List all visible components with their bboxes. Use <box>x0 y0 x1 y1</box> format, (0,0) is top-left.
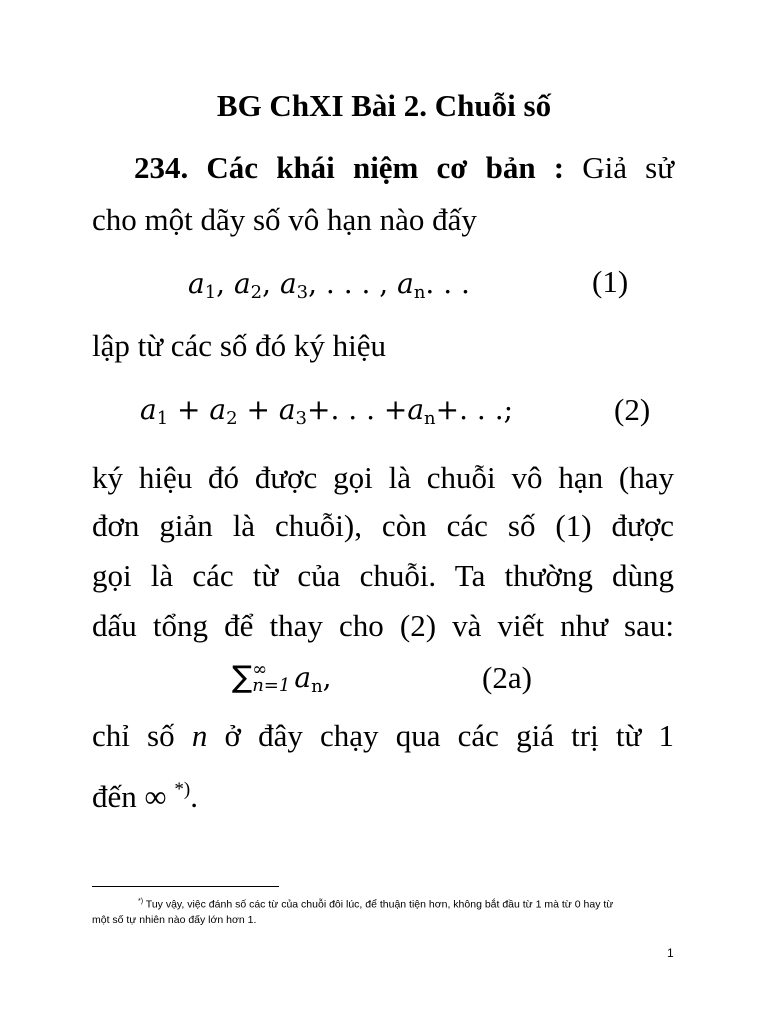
intro-line: cho một dãy số vô hạn nào đấy <box>92 202 477 237</box>
page-number: 1 <box>667 946 674 960</box>
section-heading-rest: Giả sử <box>582 150 675 185</box>
closing-line-2: đến ∞ *). <box>92 779 198 814</box>
closing-line-1: chỉ số n ở đây chạy qua các giá trị từ 1 <box>92 718 675 753</box>
equation-2a: ∑ ∞ n=1 $a_n$, <box>232 658 332 697</box>
paragraph-line-3: gọi là các từ của chuỗi. Ta thường dùng <box>92 558 674 593</box>
footnote-line-2: một số tự nhiên nào đấy lớn hơn 1. <box>92 914 257 926</box>
section-heading-line <box>92 148 674 188</box>
page-title: BG ChXI Bài 2. Chuỗi số <box>216 88 552 123</box>
footnote-rule <box>92 886 279 887</box>
equation-2: $a_1 + a_2 + a_3+$. . . $+a_n+$. . .; <box>140 393 514 429</box>
section-heading: 234. Các khái niệm cơ bản : <box>134 150 565 185</box>
equation-1-number: (1) <box>592 264 629 299</box>
equation-2a-number: (2a) <box>482 660 532 695</box>
paragraph-line-4: dấu tổng để thay cho (2) và viết như sau: <box>92 608 674 643</box>
equation-2-number: (2) <box>614 392 651 427</box>
sigma-symbol: ∑ <box>232 660 253 695</box>
line-after-eq1: lập từ các số đó ký hiệu <box>92 328 387 363</box>
equation-1: $a_1$, $a_2$, $a_3$, . . . , $a_n$. . . <box>188 267 470 303</box>
footnote-line-1: *) Tuy vậy, việc đánh số các từ của chuỗi đôi lúc, để thuận tiện hơn, không bắt đầu từ 1 mà từ 0 hay từ <box>138 898 614 911</box>
sum-limits: ∞ n=1 <box>252 658 291 696</box>
paragraph-line-1: ký hiệu đó được gọi là chuỗi vô hạn (hay <box>92 460 674 495</box>
paragraph-line-2: đơn giản là chuỗi), còn các số (1) được <box>92 508 674 543</box>
